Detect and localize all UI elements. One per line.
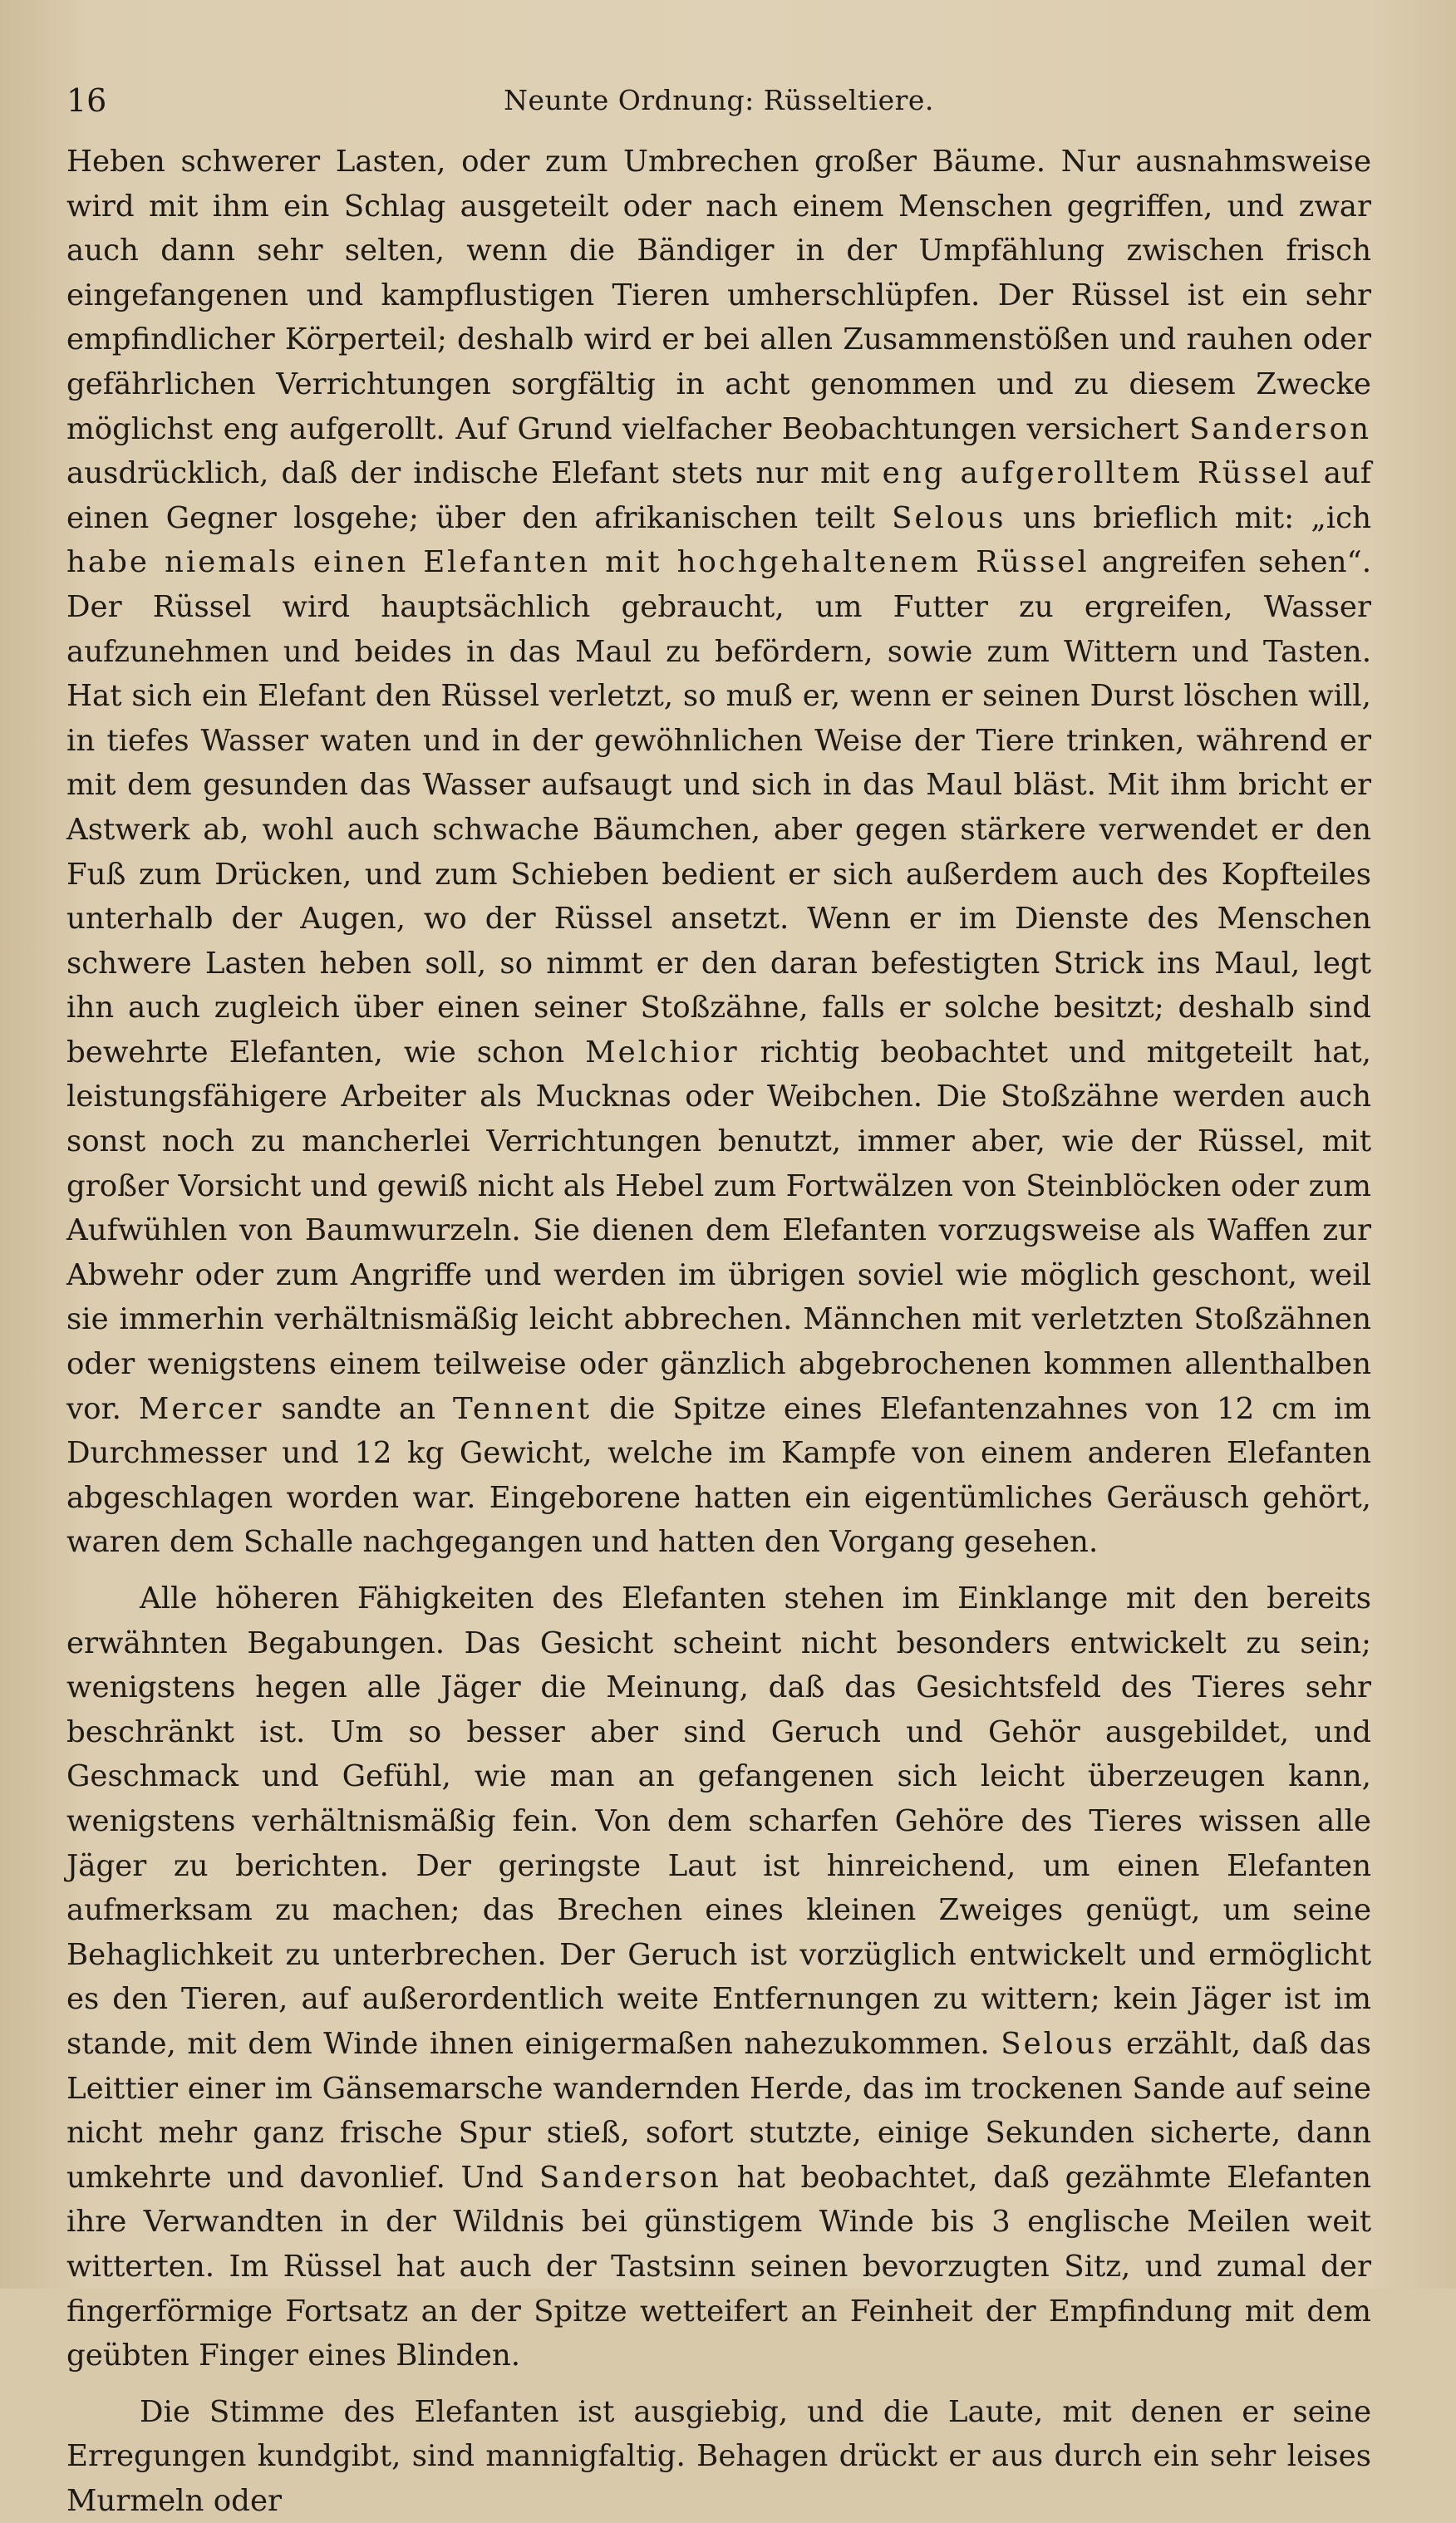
page-number: 16 <box>66 82 107 119</box>
paragraph-3 <box>66 2390 1371 2523</box>
paragraph-2 <box>66 1576 1371 2378</box>
text-run: Die Stimme des Elefanten ist ausgiebig, und die Laute, mit denen er seine Erregungen kundgibt, sind mannigfaltig. Behagen drückt er aus durch ein sehr leises Murmeln oder <box>66 2394 1371 2518</box>
text-run: Alle höheren Fähigkeiten des Elefanten stehen im Einklange mit den bereits erwähnten Begabungen. Das Gesicht scheint nicht besonders entwickelt zu sein; wenigstens hegen alle Jäger die Meinung, daß das Gesichtsfeld des Tieres sehr beschränkt ist. Um so besser aber sind Geruch und Gehör ausgebildet, und Geschmack und Gefühl, wie man an gefangenen sich leicht überzeugen kann, wenigstens verhältnismäßig fein. Von dem scharfen Gehöre des Tieres wissen alle Jäger zu berichten. Der geringste Laut ist hinreichend, um einen Elefanten aufmerksam zu machen; das Brechen eines kleinen Zweiges genügt, um seine Behaglichkeit zu unterbrechen. Der Geruch ist vorzüglich entwickelt und ermöglicht es den Tieren, auf außerordentlich weite Entfernungen zu wittern; kein Jäger ist im stande, mit dem Winde ihnen einigermaßen nahezukommen. <box>66 1581 1371 2061</box>
spaced-name: habe niemals einen Elefanten mit hochgehaltenem Rüssel <box>66 545 1090 580</box>
spaced-name: Selous <box>1001 2026 1115 2061</box>
paragraph-1 <box>66 140 1371 1565</box>
text-run: Heben schwerer Lasten, oder zum Umbrechen großer Bäume. Nur ausnahmsweise wird mit ihm ein Schlag ausgeteilt oder nach einem Menschen gegriffen, und zwar auch dann sehr selten, wenn die Bändiger in der Umpfählung zwischen frisch eingefangenen und kampflustigen Tieren umherschlüpfen. Der Rüssel ist ein sehr empfindlicher Körperteil; deshalb wird er bei allen Zusammenstößen und rauhen oder gefährlichen Verrichtungen sorgfältig in acht genommen und zu diesem Zwecke möglichst eng aufgerollt. Auf Grund vielfacher Beobachtungen versichert <box>66 145 1371 446</box>
text-run: die Spitze eines Elefantenzahnes von 12 cm im Durchmesser und 12 kg Gewicht, welche im Kampfe von einem anderen Elefanten abgeschlagen worden war. Eingeborene hatten ein eigentümliches Geräusch gehört, waren dem Schalle nachgegangen und hatten den Vorgang gesehen. <box>66 1391 1371 1560</box>
text-run: angreifen sehen“. Der Rüssel wird hauptsächlich gebraucht, um Futter zu ergreifen, Wasser aufzunehmen und beides in das Maul zu befördern, sowie zum Wittern und Tasten. Hat sich ein Elefant den Rüssel verletzt, so muß er, wenn er seinen Durst löschen will, in tiefes Wasser waten und in der gewöhnlichen Weise der Tiere trinken, während er mit dem gesunden das Wasser aufsaugt und sich in das Maul bläst. Mit ihm bricht er Astwerk ab, wohl auch schwache Bäumchen, aber gegen stärkere verwendet er den Fuß zum Drücken, und zum Schieben bedient er sich außerdem auch des Kopfteiles unterhalb der Augen, wo der Rüssel ansetzt. Wenn er im Dienste des Menschen schwere Lasten heben soll, so nimmt er den daran befestigten Strick ins Maul, legt ihn auch zugleich über einen seiner Stoßzähne, falls er solche besitzt; deshalb sind bewehrte Elefanten, wie schon <box>66 545 1372 1070</box>
spaced-name: Sanderson <box>1189 411 1371 446</box>
body-text <box>66 140 1371 2523</box>
spaced-name: Tennent <box>452 1391 593 1426</box>
text-run: hat beobachtet, daß gezähmte Elefanten ihre Verwandten in der Wildnis bei günstigem Winde bis 3 englische Meilen weit witterten. Im Rüssel hat auch der Tastsinn seinen bevorzugten Sitz, und zumal der fingerförmige Fortsatz an der Spitze wetteifert an Feinheit der Empfindung mit dem geübten Finger eines Blinden. <box>66 2160 1371 2373</box>
running-head: Neunte Ordnung: Rüsseltiere. <box>504 84 934 116</box>
text-run: erzählt, daß das Leittier einer im Gänsemarsche wandernden Herde, das im trockenen Sande auf seine nicht mehr ganz frische Spur stieß, sofort stutzte, einige Sekunden sicherte, dann umkehrte und davonlief. Und <box>66 2026 1371 2195</box>
spaced-name: Mercer <box>138 1391 264 1426</box>
text-run: uns brieflich mit: „ich <box>1006 500 1371 535</box>
text-run: ausdrücklich, daß der indische Elefant stets nur mit <box>66 456 883 491</box>
text-run: richtig beobachtet und mitgeteilt hat, leistungsfähigere Arbeiter als Mucknas oder Weibchen. Die Stoßzähne werden auch sonst noch zu mancherlei Verrichtungen benutzt, immer aber, wie der Rüssel, mit großer Vorsicht und gewiß nicht als Hebel zum Fortwälzen von Steinblöcken oder zum Aufwühlen von Baumwurzeln. Sie dienen dem Elefanten vorzugsweise als Waffen zur Abwehr oder zum Angriffe und werden im übrigen soviel wie möglich geschont, weil sie immerhin verhältnismäßig leicht abbrechen. Männchen mit verletzten Stoßzähnen oder wenigstens einem teilweise oder gänzlich abgebrochenen kommen allenthalben vor. <box>66 1035 1371 1426</box>
spaced-name: Melchior <box>585 1035 740 1070</box>
text-run: auf einen Gegner losgehe; über den afrikanischen teilt <box>66 456 1371 535</box>
text-run: sandte an <box>263 1391 453 1426</box>
spaced-name: Sanderson <box>539 2160 721 2195</box>
spaced-name: Selous <box>892 500 1006 535</box>
spaced-name: eng aufgerolltem Rüssel <box>882 456 1311 491</box>
page-header <box>66 80 1371 121</box>
